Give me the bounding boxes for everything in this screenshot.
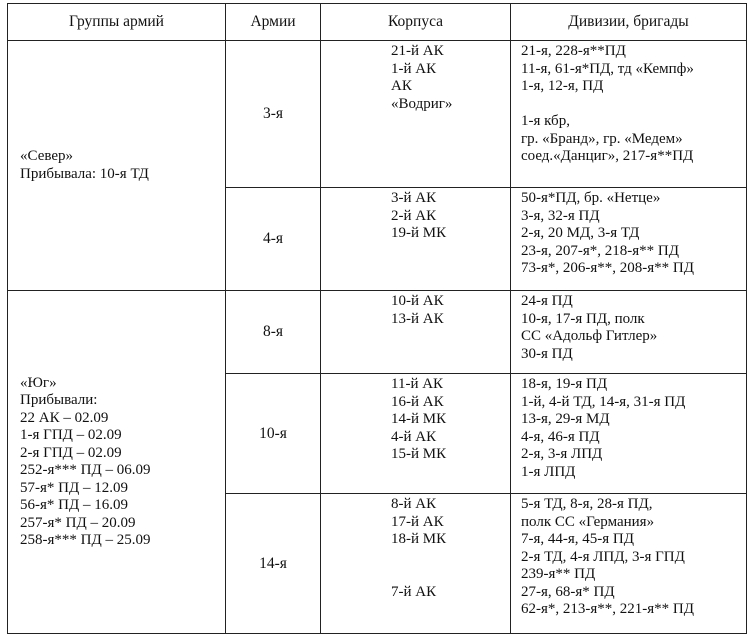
corps-line: 4-й АК — [391, 428, 437, 445]
corps-line: 3-й АК — [391, 190, 437, 206]
arrival-line: 258-я*** ПД – 25.09 — [20, 532, 151, 548]
corps-line: 13-й АК — [391, 310, 444, 327]
division-line: 1-я кбр, — [521, 113, 570, 129]
corps-line: 2-й АК — [391, 207, 437, 224]
division-line: 7-я, 44-я, 45-я ПД — [521, 531, 634, 547]
division-line: соед.«Данциг», 217-я**ПД — [521, 148, 694, 164]
corps-line: 17-й АК — [391, 513, 444, 530]
division-line: 3-я, 32-я ПД — [521, 207, 600, 224]
division-line: 10-я, 17-я ПД, полк — [521, 310, 645, 327]
corps-gap — [391, 549, 510, 567]
corps-line: АК — [391, 78, 412, 94]
corps-line: 7-й АК — [391, 583, 437, 600]
divisions-cell — [511, 41, 747, 188]
division-line: 24-я ПД — [521, 293, 573, 309]
corps-line: 14-й МК — [391, 411, 447, 427]
army-14-cell: 14-я — [226, 494, 321, 634]
header-armies: Армии — [226, 4, 321, 41]
corps-line: 18-й МК — [391, 531, 447, 547]
header-corps: Корпуса — [321, 4, 511, 41]
division-line: гр. «Бранд», гр. «Медем» — [521, 130, 683, 147]
group-north-cell — [8, 41, 226, 291]
division-line: 13-я, 29-я МД — [521, 411, 610, 427]
corps-gap — [391, 566, 510, 584]
division-line: полк СС «Германия» — [521, 513, 655, 530]
corps-line: 21-й АК — [391, 43, 444, 59]
division-line: 2-я, 20 МД, 3-я ТД — [521, 225, 640, 241]
division-line: 62-я*, 213-я**, 221-я** ПД — [521, 601, 694, 617]
header-divisions: Дивизии, бригады — [511, 4, 747, 41]
table-row — [8, 291, 747, 374]
arrival-line: 252-я*** ПД – 06.09 — [20, 462, 151, 478]
divisions-cell — [511, 291, 747, 374]
corps-cell — [321, 188, 511, 291]
division-line: 21-я, 228-я**ПД — [521, 43, 626, 59]
corps-cell — [321, 291, 511, 374]
division-line: 73-я*, 206-я**, 208-я** ПД — [521, 260, 694, 276]
divisions-cell — [511, 188, 747, 291]
division-line: 27-я, 68-я* ПД — [521, 583, 615, 600]
arrival-line: 22 АК – 02.09 — [20, 409, 109, 426]
group-south-cell — [8, 291, 226, 634]
divisions-cell — [511, 374, 747, 494]
corps-line: 11-й АК — [391, 376, 444, 392]
army-4-cell: 4-я — [226, 188, 321, 291]
arrival-line: 56-я* ПД – 16.09 — [20, 497, 128, 513]
corps-cell — [321, 41, 511, 188]
corps-line: 1-й АК — [391, 60, 437, 77]
division-line: 1-я ЛПД — [521, 463, 576, 480]
group-north-name: «Север» — [20, 148, 73, 164]
corps-line: 8-й АК — [391, 496, 437, 512]
corps-cell — [321, 374, 511, 494]
corps-line: 10-й АК — [391, 293, 444, 309]
division-line: 23-я, 207-я*, 218-я** ПД — [521, 242, 679, 259]
division-line: 30-я ПД — [521, 345, 573, 362]
corps-cell — [321, 494, 511, 634]
division-line: 1-й, 4-й ТД, 14-я, 31-я ПД — [521, 393, 686, 410]
division-line: 2-я, 3-я ЛПД — [521, 446, 603, 462]
corps-line: «Водриг» — [391, 95, 453, 112]
arrival-line: 57-я* ПД – 12.09 — [20, 479, 128, 496]
corps-line: 16-й АК — [391, 393, 444, 410]
army-10-cell: 10-я — [226, 374, 321, 494]
corps-line: 15-й МК — [391, 446, 447, 462]
division-gap — [521, 96, 746, 114]
division-line: 18-я, 19-я ПД — [521, 376, 608, 392]
group-south-arrived-label: Прибывали: — [20, 392, 98, 408]
group-south-name: «Юг» — [20, 374, 57, 391]
table-row — [8, 41, 747, 188]
division-line: 1-я, 12-я, ПД — [521, 78, 604, 94]
group-north-arrived: Прибывала: 10-я ТД — [20, 165, 149, 182]
division-line: 50-я*ПД, бр. «Нетце» — [521, 190, 661, 206]
division-line: 11-я, 61-я*ПД, тд «Кемпф» — [521, 60, 694, 77]
army-8-cell: 8-я — [226, 291, 321, 374]
division-line: СС «Адольф Гитлер» — [521, 328, 658, 344]
division-line: 5-я ТД, 8-я, 28-я ПД, — [521, 496, 653, 512]
arrival-line: 2-я ГПД – 02.09 — [20, 444, 122, 461]
arrival-line: 1-я ГПД – 02.09 — [20, 427, 122, 443]
header-groups: Группы армий — [8, 4, 226, 41]
division-line: 2-я ТД, 4-я ЛПД, 3-я ГПД — [521, 548, 685, 565]
arrival-line: 257-я* ПД – 20.09 — [20, 514, 136, 531]
header-row — [8, 4, 747, 41]
divisions-cell — [511, 494, 747, 634]
army-groups-table — [7, 3, 747, 634]
corps-line: 19-й МК — [391, 225, 447, 241]
division-line: 239-я** ПД — [521, 566, 596, 582]
army-3-cell: 3-я — [226, 41, 321, 188]
division-line: 4-я, 46-я ПД — [521, 428, 600, 445]
